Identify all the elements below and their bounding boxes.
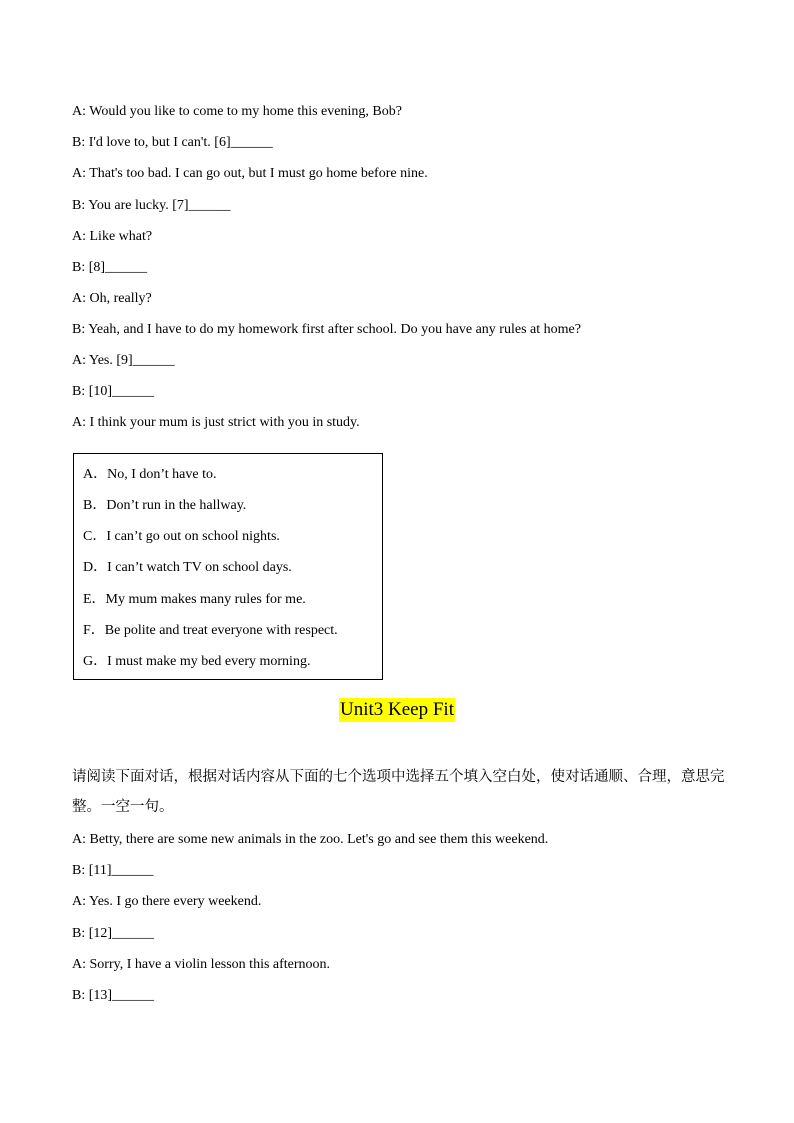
option-b: B．Don’t run in the hallway. <box>83 498 247 513</box>
option-e: E．My mum makes many rules for me. <box>83 592 306 607</box>
dialogue-line: A: That's too bad. I can go out, but I must go home before nine. <box>72 166 428 181</box>
section-title-wrap <box>0 698 794 722</box>
dialogue-line: A: Oh, really? <box>72 291 152 306</box>
dialogue-line: B: Yeah, and I have to do my homework first after school. Do you have any rules at home? <box>72 322 581 337</box>
dialogue-line: A: Betty, there are some new animals in the zoo. Let's go and see them this weekend. <box>72 832 549 847</box>
dialogue-line: A: Would you like to come to my home this evening, Bob? <box>72 104 402 119</box>
dialogue-line: A: Yes. [9]______ <box>72 353 175 368</box>
option-f: F．Be polite and treat everyone with respect. <box>83 623 338 638</box>
dialogue-line: A: Yes. I go there every weekend. <box>72 894 262 909</box>
dialogue-line: B: [10]______ <box>72 384 155 399</box>
instruction-text: 请阅读下面对话，根据对话内容从下面的七个选项中选择五个填入空白处，使对话通顺、合理，意思完整。一空一句。 <box>72 769 725 815</box>
dialogue-line: B: I'd love to, but I can't. [6]______ <box>72 135 273 150</box>
options-box <box>73 453 383 680</box>
dialogue-line: A: I think your mum is just strict with you in study. <box>72 415 360 430</box>
dialogue-line: A: Sorry, I have a violin lesson this afternoon. <box>72 957 331 972</box>
section-title: Unit3 Keep Fit <box>340 699 454 720</box>
dialogue-line: B: [12]______ <box>72 926 155 941</box>
option-g: G．I must make my bed every morning. <box>83 654 311 669</box>
option-d: D．I can’t watch TV on school days. <box>83 560 292 575</box>
dialogue-line: A: Like what? <box>72 229 153 244</box>
dialogue-line: B: You are lucky. [7]______ <box>72 198 231 213</box>
dialogue-line: B: [11]______ <box>72 863 154 878</box>
option-a: A．No, I don’t have to. <box>83 467 217 482</box>
option-c: C．I can’t go out on school nights. <box>83 529 280 544</box>
dialogue-line: B: [13]______ <box>72 988 155 1003</box>
dialogue-line: B: [8]______ <box>72 260 148 275</box>
